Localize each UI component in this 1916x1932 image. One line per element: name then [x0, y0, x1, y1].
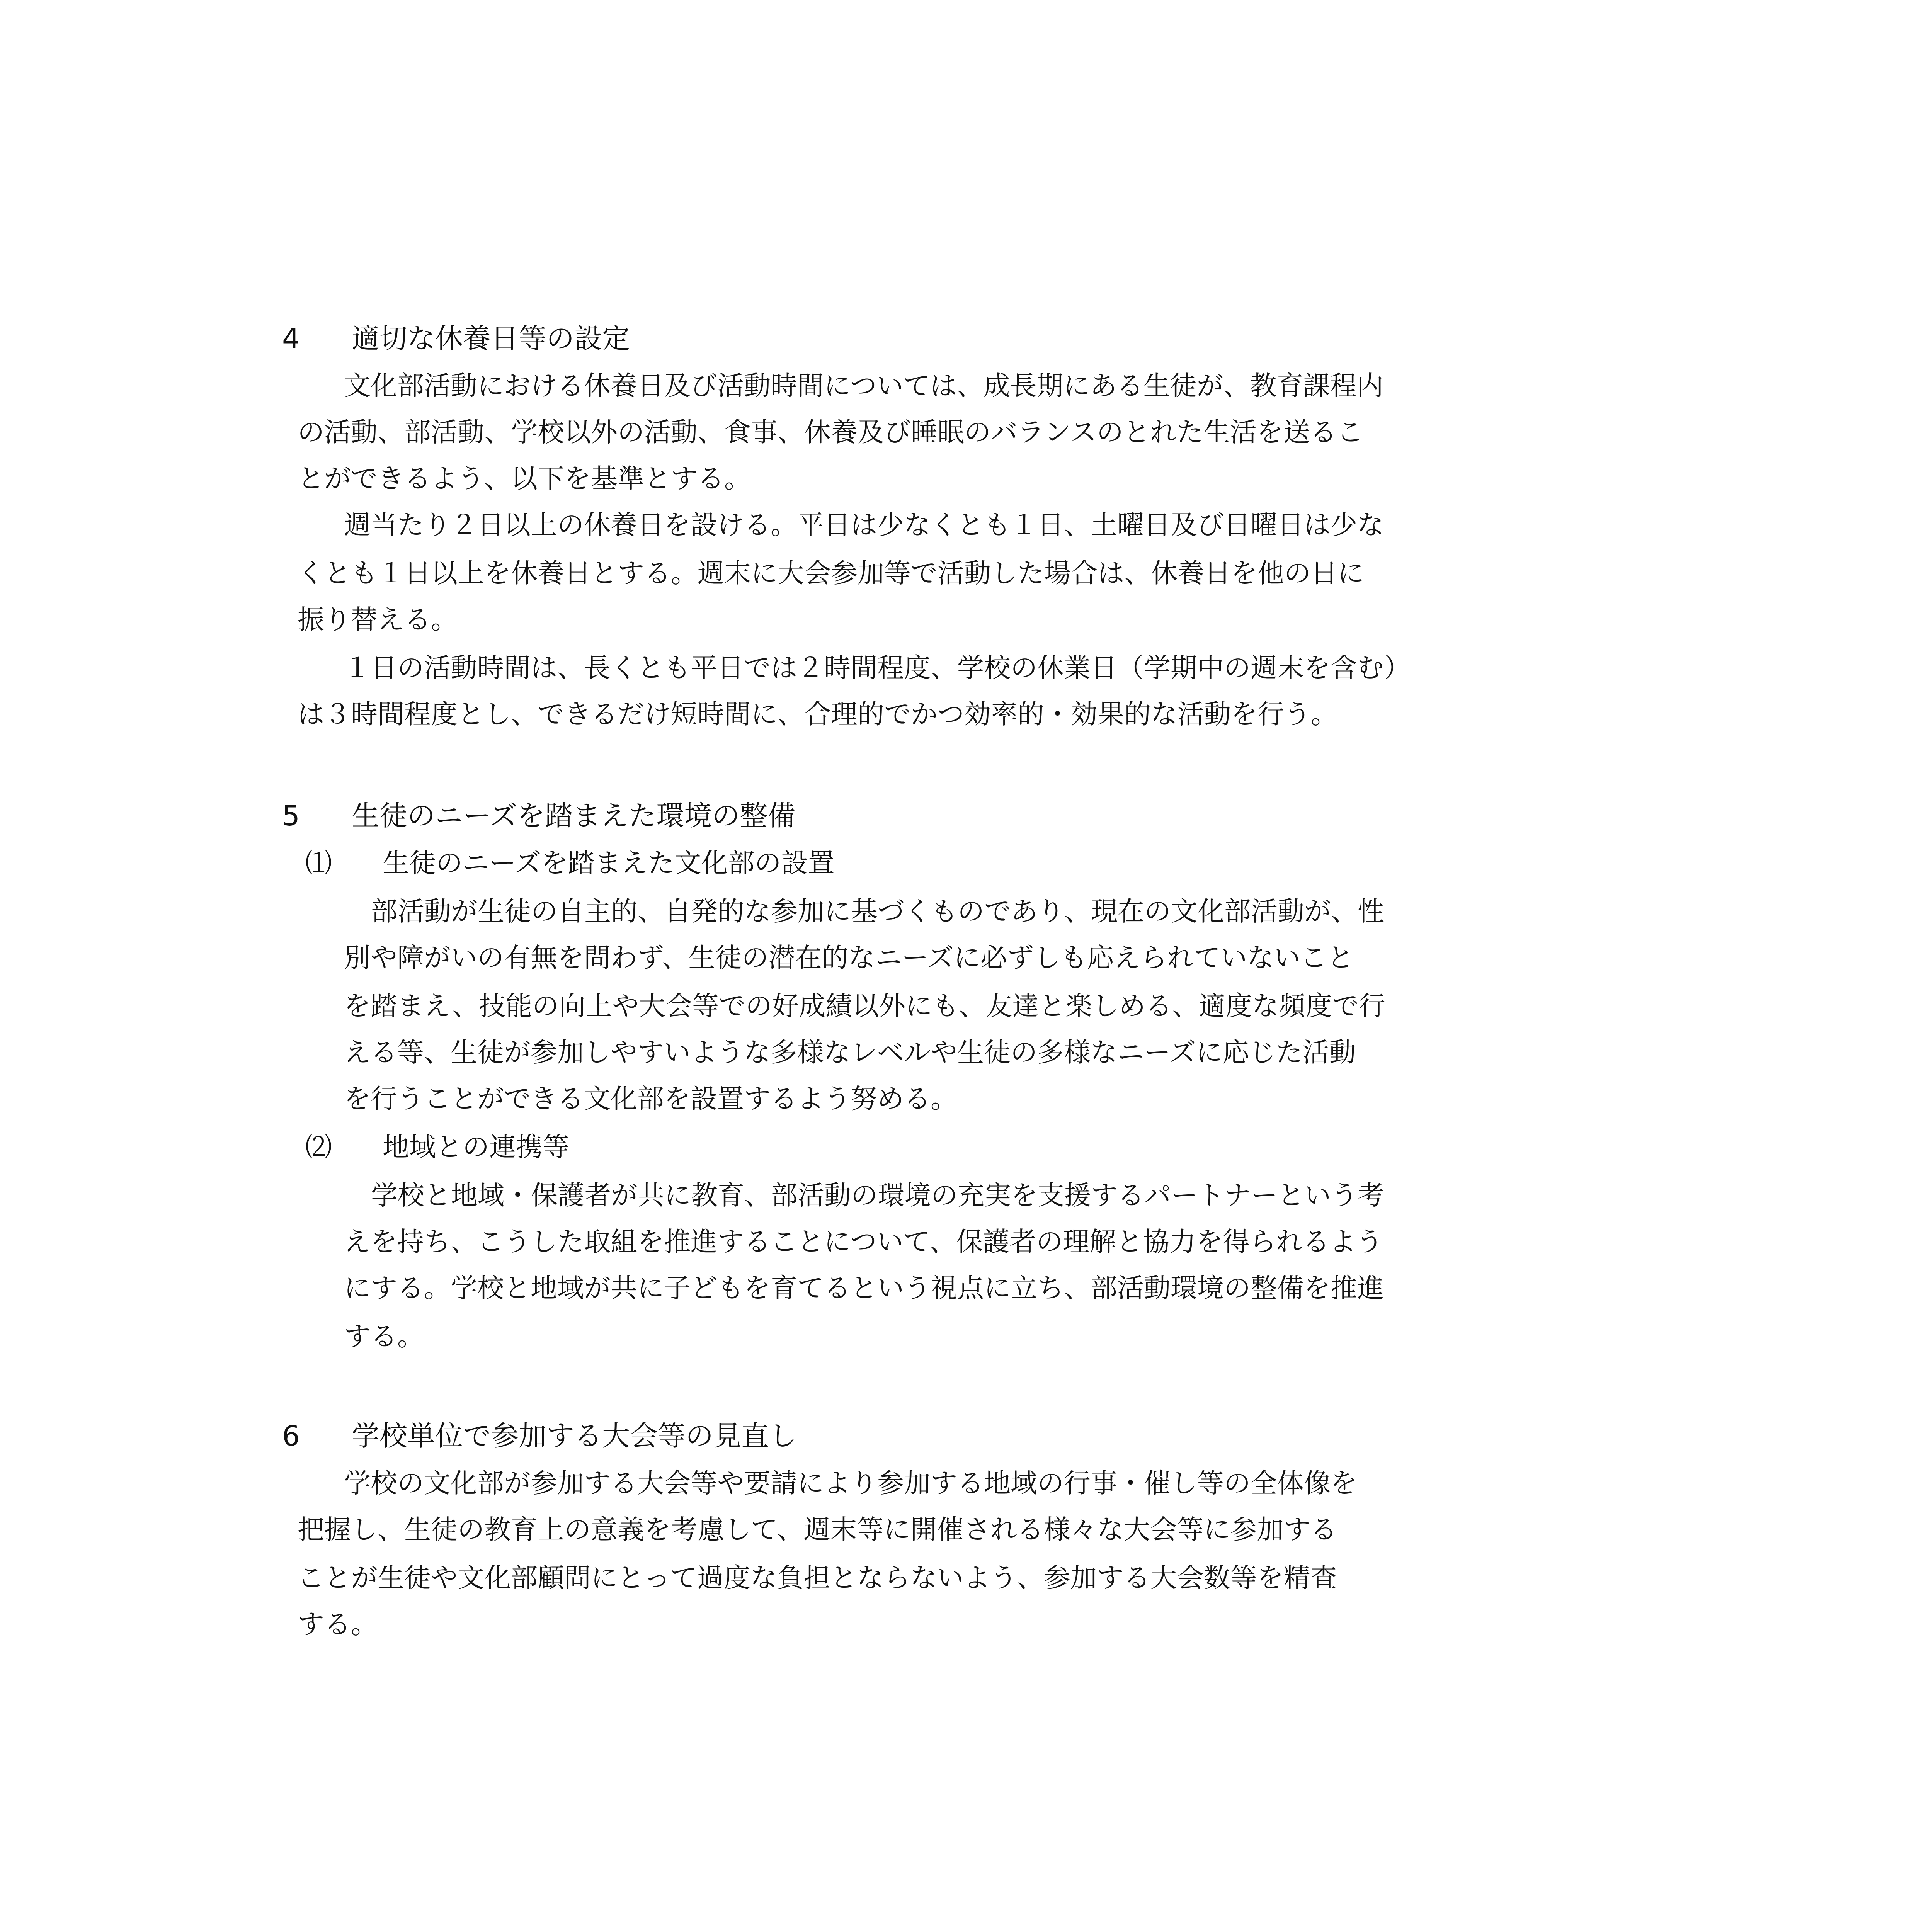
paragraph-line: １日の活動時間は、長くとも平日では２時間程度、学校の休業日（学期中の週末を含む）: [344, 653, 1411, 684]
subsection-1-heading: [305, 850, 835, 877]
section-5-heading: [282, 799, 796, 832]
paragraph-line: 週当たり２日以上の休養日を設ける。平日は少なくとも１日、土曜日及び日曜日は少な: [344, 510, 1384, 541]
paragraph-line: は３時間程度とし、できるだけ短時間に、合理的でかつ効率的・効果的な活動を行う。: [298, 699, 1337, 730]
subsection-number: ⑴: [305, 848, 332, 879]
paragraph-line: する。: [344, 1321, 424, 1352]
section-number: 5: [282, 799, 300, 832]
section-number: 4: [282, 322, 300, 355]
section-number: 6: [282, 1420, 300, 1452]
paragraph-line: にする。学校と地域が共に子どもを育てるという視点に立ち、部活動環境の整備を推進: [344, 1273, 1384, 1304]
section-6-heading: [282, 1422, 797, 1450]
paragraph-line: くとも１日以上を休養日とする。週末に大会参加等で活動した場合は、休養日を他の日に: [298, 558, 1364, 589]
paragraph-line: ことが生徒や文化部顧問にとって過度な負担とならないよう、参加する大会数等を精査: [298, 1563, 1337, 1594]
section-title: 適切な休養日等の設定: [352, 322, 630, 355]
paragraph-line: 別や障がいの有無を問わず、生徒の潜在的なニーズに必ずしも応えられていないこと: [344, 942, 1354, 973]
paragraph-line: える等、生徒が参加しやすいような多様なレベルや生徒の多様なニーズに応じた活動: [344, 1037, 1356, 1068]
subsection-number: ⑵: [305, 1132, 332, 1163]
paragraph-line: とができるよう、以下を基準とする。: [298, 463, 751, 494]
paragraph-line: の活動、部活動、学校以外の活動、食事、休養及び睡眠のバランスのとれた生活を送るこ: [298, 417, 1363, 448]
paragraph-line: 文化部活動における休養日及び活動時間については、成長期にある生徒が、教育課程内: [344, 371, 1383, 401]
paragraph-line: 学校の文化部が参加する大会等や要請により参加する地域の行事・催し等の全体像を: [344, 1468, 1357, 1499]
paragraph-line: 部活動が生徒の自主的、自発的な参加に基づくものであり、現在の文化部活動が、性: [371, 896, 1384, 927]
paragraph-line: を踏まえ、技能の向上や大会等での好成績以外にも、友達と楽しめる、適度な頻度で行: [344, 991, 1386, 1022]
section-title: 学校単位で参加する大会等の見直し: [352, 1420, 797, 1452]
section-title: 生徒のニーズを踏まえた環境の整備: [352, 799, 796, 832]
paragraph-line: 学校と地域・保護者が共に教育、部活動の環境の充実を支援するパートナーという考: [371, 1180, 1384, 1211]
paragraph-line: する。: [298, 1609, 378, 1640]
paragraph-line: えを持ち、こうした取組を推進することについて、保護者の理解と協力を得られるよう: [344, 1226, 1383, 1257]
subsection-title: 生徒のニーズを踏まえた文化部の設置: [383, 848, 835, 879]
subsection-2-heading: [305, 1134, 569, 1161]
section-4-heading: [282, 322, 630, 355]
paragraph-line: 振り替える。: [298, 604, 458, 635]
paragraph-line: を行うことができる文化部を設置するよう努める。: [344, 1083, 957, 1114]
subsection-title: 地域との連携等: [383, 1132, 569, 1163]
paragraph-line: 把握し、生徒の教育上の意義を考慮して、週末等に開催される様々な大会等に参加する: [298, 1514, 1337, 1545]
